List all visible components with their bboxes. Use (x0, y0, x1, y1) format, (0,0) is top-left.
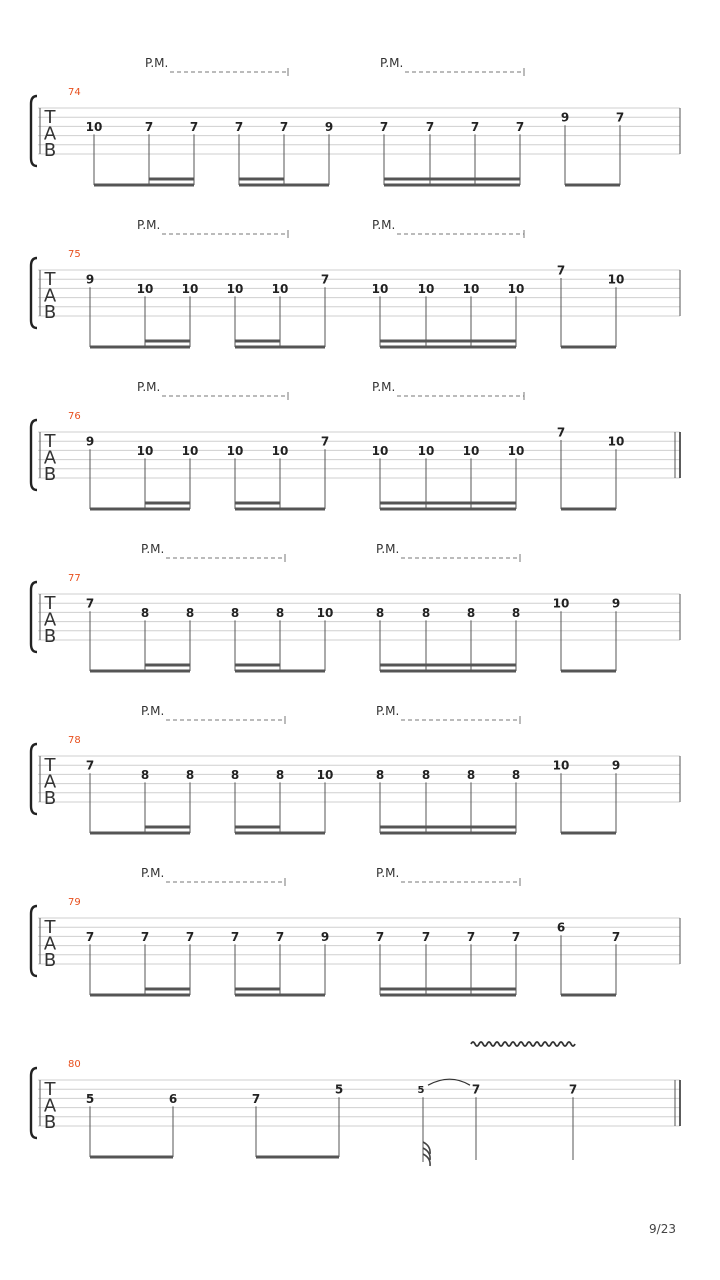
system-bracket (31, 258, 37, 328)
palm-mute-label: P.M. (376, 704, 400, 718)
measure-number: 80 (68, 1059, 81, 1070)
fret-number: 10 (226, 443, 244, 458)
fret-number: 10 (552, 596, 570, 611)
fret-number: 9 (611, 758, 621, 773)
tab-clef-letter: T (44, 431, 56, 452)
fret-number: 9 (320, 929, 330, 944)
fret-number: 10 (85, 119, 103, 134)
tab-clef-letter: B (43, 1112, 57, 1133)
tab-clef-letter: T (44, 755, 56, 776)
fret-number: 8 (421, 767, 431, 782)
fret-number: 10 (271, 443, 289, 458)
fret-number: 8 (185, 605, 195, 620)
fret-number: 10 (371, 281, 389, 296)
tab-clef-letter: T (44, 107, 56, 128)
palm-mute-label: P.M. (141, 542, 165, 556)
fret-number: 7 (144, 119, 154, 134)
measure-number: 77 (68, 573, 81, 584)
beam-group (553, 597, 621, 671)
beam-group (86, 120, 199, 185)
tab-clef-letter: B (43, 302, 57, 323)
tab-system-78 (31, 704, 680, 833)
fret-number: 7 (275, 929, 285, 944)
beam-group (86, 435, 199, 509)
fret-number: 7 (85, 758, 95, 773)
fret-number: 7 (379, 119, 389, 134)
fret-number: 7 (421, 929, 431, 944)
measure-number: 75 (68, 249, 81, 260)
beam-group (86, 1092, 177, 1157)
fret-number: 10 (136, 281, 154, 296)
fret-number: 7 (556, 263, 566, 278)
fret-number: 10 (181, 443, 199, 458)
tab-clef-letter: A (43, 771, 57, 793)
beam-group (252, 1083, 343, 1157)
fret-number: 10 (462, 281, 480, 296)
fret-number: 10 (316, 605, 334, 620)
fret-number: 7 (85, 929, 95, 944)
tab-clef-letter: B (43, 464, 57, 485)
system-bracket (31, 1068, 37, 1138)
fret-number: 8 (375, 605, 385, 620)
measure-number: 76 (68, 411, 81, 422)
tab-clef-letter: T (44, 269, 56, 290)
palm-mute-label: P.M. (141, 866, 165, 880)
fret-number: 8 (230, 767, 240, 782)
beam-group (86, 930, 194, 995)
vibrato-line (471, 1042, 575, 1046)
fret-number: 10 (552, 758, 570, 773)
fret-number: 7 (230, 929, 240, 944)
beam-group (557, 921, 620, 995)
tab-system-76 (31, 380, 680, 509)
fret-number: 8 (421, 605, 431, 620)
fret-number: 7 (470, 119, 480, 134)
palm-mute-label: P.M. (372, 380, 396, 394)
fret-number: 7 (425, 119, 435, 134)
fret-number: 6 (556, 920, 566, 935)
fret-number: 8 (466, 605, 476, 620)
fret-number: 8 (375, 767, 385, 782)
fret-number: 7 (85, 596, 95, 611)
fret-number: 10 (226, 281, 244, 296)
palm-mute-label: P.M. (376, 542, 400, 556)
beam-group (372, 444, 525, 509)
grace-note-fret: 5 (417, 1085, 425, 1097)
fret-number: 8 (140, 767, 150, 782)
fret-number: 8 (275, 605, 285, 620)
beam-group (376, 768, 520, 833)
fret-number: 10 (271, 281, 289, 296)
palm-mute-label: P.M. (141, 704, 165, 718)
fret-number: 6 (168, 1091, 178, 1106)
beam-group (380, 120, 524, 185)
beam-group (561, 111, 624, 185)
beam-group (86, 597, 194, 671)
palm-mute-label: P.M. (137, 218, 161, 232)
tab-system-75 (31, 218, 680, 347)
beam-group (231, 606, 334, 671)
beam-group (227, 435, 330, 509)
fret-number: 9 (85, 272, 95, 287)
tab-system-79 (31, 866, 680, 995)
system-bracket (31, 744, 37, 814)
measure-number: 74 (68, 87, 81, 98)
tab-clef-letter: B (43, 626, 57, 647)
fret-number: 5 (85, 1091, 95, 1106)
fret-number: 10 (181, 281, 199, 296)
tab-clef-letter: B (43, 950, 57, 971)
fret-number: 5 (334, 1082, 344, 1097)
tab-system-74 (31, 56, 680, 185)
page-number: 9/23 (649, 1222, 676, 1236)
tab-clef-letter: A (43, 285, 57, 307)
fret-number: 10 (507, 281, 525, 296)
fret-number: 10 (371, 443, 389, 458)
beam-group (227, 273, 330, 347)
fret-number: 7 (556, 425, 566, 440)
fret-number: 7 (511, 929, 521, 944)
beam-group (553, 759, 621, 833)
beam-group (231, 768, 334, 833)
fret-number: 10 (607, 434, 625, 449)
tab-clef-letter: T (44, 1079, 56, 1100)
measure-number: 79 (68, 897, 81, 908)
fret-number: 7 (251, 1091, 261, 1106)
beam-group (86, 273, 199, 347)
fret-number: 7 (471, 1082, 481, 1097)
tab-clef-letter: T (44, 593, 56, 614)
fret-number: 7 (466, 929, 476, 944)
beam-group (372, 282, 525, 347)
tab-clef-letter: A (43, 123, 57, 145)
fret-number: 8 (511, 605, 521, 620)
system-bracket (31, 96, 37, 166)
fret-number: 7 (279, 119, 289, 134)
palm-mute-label: P.M. (145, 56, 169, 70)
fret-number: 9 (85, 434, 95, 449)
beam-group (235, 120, 333, 185)
fret-number: 10 (607, 272, 625, 287)
tab-system-77 (31, 542, 680, 671)
system-bracket (31, 582, 37, 652)
system-bracket (31, 906, 37, 976)
beam-group (376, 606, 520, 671)
beam-group (86, 759, 194, 833)
fret-number: 7 (189, 119, 199, 134)
palm-mute-label: P.M. (372, 218, 396, 232)
fret-number: 9 (560, 110, 570, 125)
fret-number: 7 (185, 929, 195, 944)
tab-clef-letter: A (43, 447, 57, 469)
fret-number: 7 (320, 272, 330, 287)
tab-clef-letter: A (43, 933, 57, 955)
beam-group (231, 930, 329, 995)
fret-number: 10 (507, 443, 525, 458)
fret-number: 7 (611, 929, 621, 944)
fret-number: 10 (462, 443, 480, 458)
fret-number: 7 (320, 434, 330, 449)
palm-mute-label: P.M. (376, 866, 400, 880)
fret-number: 7 (140, 929, 150, 944)
fret-number: 8 (466, 767, 476, 782)
fret-number: 8 (185, 767, 195, 782)
fret-number: 10 (316, 767, 334, 782)
fret-number: 8 (230, 605, 240, 620)
tab-system-80 (31, 1042, 680, 1166)
fret-number: 8 (511, 767, 521, 782)
fret-number: 10 (417, 281, 435, 296)
measure-number: 78 (68, 735, 81, 746)
beam-group (557, 426, 625, 510)
fret-number: 7 (375, 929, 385, 944)
tab-clef-letter: B (43, 140, 57, 161)
fret-number: 7 (568, 1082, 578, 1097)
tab-clef-letter: T (44, 917, 56, 938)
fret-number: 10 (417, 443, 435, 458)
fret-number: 8 (275, 767, 285, 782)
palm-mute-label: P.M. (380, 56, 404, 70)
fret-number: 10 (136, 443, 154, 458)
tab-clef-letter: A (43, 609, 57, 631)
system-bracket (31, 420, 37, 490)
fret-number: 8 (140, 605, 150, 620)
tab-clef-letter: A (43, 1095, 57, 1117)
fret-number: 7 (615, 110, 625, 125)
beam-group (557, 264, 625, 348)
palm-mute-label: P.M. (137, 380, 161, 394)
beam-group (376, 930, 520, 995)
tab-clef-letter: B (43, 788, 57, 809)
fret-number: 7 (515, 119, 525, 134)
fret-number: 9 (324, 119, 334, 134)
fret-number: 9 (611, 596, 621, 611)
fret-number: 7 (234, 119, 244, 134)
